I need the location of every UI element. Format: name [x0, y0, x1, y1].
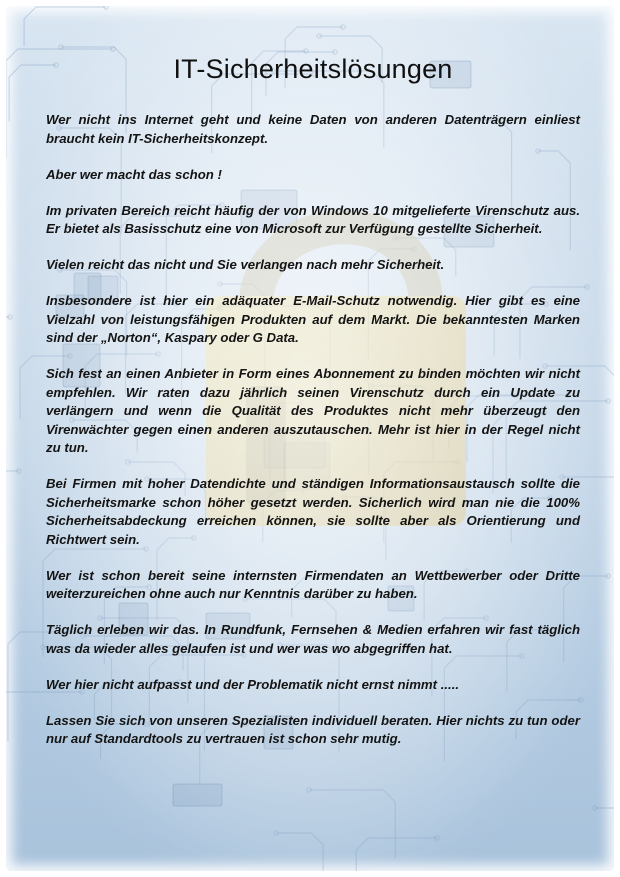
paragraph-5: Insbesondere ist hier ein adäquater E-Mail-Schutz notwendig. Hier gibt es eine Vielzahl von leistungsfähigen Produkten auf dem Markt. Die bekanntesten Marken sind der „Norton“, Kaspary oder G Data. — [46, 293, 580, 345]
paragraph-1: Wer nicht ins Internet geht und keine Daten von anderen Datenträgern einliest braucht kein IT-Sicherheitskonzept. — [46, 112, 580, 146]
paragraph-3: Im privaten Bereich reicht häufig der von Windows 10 mitgelieferte Virenschutz aus. Er bietet als Basisschutz eine von Microsoft zur Verfügung gestellte Sicherheit. — [46, 202, 580, 236]
paragraph-11: Lassen Sie sich von unseren Spezialisten individuell beraten. Hier nichts zu tun oder nur auf Standardtools zu vertrauen ist schon sehr mutig. — [46, 712, 580, 746]
document-page — [6, 6, 614, 871]
paragraph-6: Sich fest an einen Anbieter in Form eines Abonnement zu binden möchten wir nicht empfehlen. Wir raten dazu jährlich seinen Virenschutz durch ein Update zu verlängern und wenn die Qualität des Produktes nicht mehr überzeugt den Virenwächter gegen einen anderen auszutauschen. Mehr ist hier in der Regel nicht zu tun. — [46, 366, 580, 455]
paragraph-7: Bei Firmen mit hoher Datendichte und ständigen Informationsaustausch sollte die Sicherheitsmarke schon höher gesetzt werden. Sicherlich wird man nie die 100% Sicherheitsabdeckung erreichen können, sie sollte aber als Orientierung und Richtwert sein. — [46, 476, 580, 547]
document-title: IT-Sicherheitslösungen — [173, 54, 453, 84]
paragraph-4: Vielen reicht das nicht und Sie verlangen nach mehr Sicherheit. — [46, 257, 445, 272]
paragraph-9: Täglich erleben wir das. In Rundfunk, Fernsehen & Medien erfahren wir fast täglich was da wieder alles gelaufen ist und wer was wo abgegriffen hat. — [46, 622, 580, 656]
paragraph-8: Wer ist schon bereit seine internsten Firmendaten an Wettbewerber oder Dritte weiterzureichen ohne auch nur Kenntnis darüber zu haben. — [46, 567, 580, 601]
paragraph-10: Wer hier nicht aufpasst und der Problematik nicht ernst nimmt ..... — [46, 676, 460, 692]
paragraph-2: Aber wer macht das schon ! — [46, 166, 222, 182]
document-body — [46, 54, 580, 766]
